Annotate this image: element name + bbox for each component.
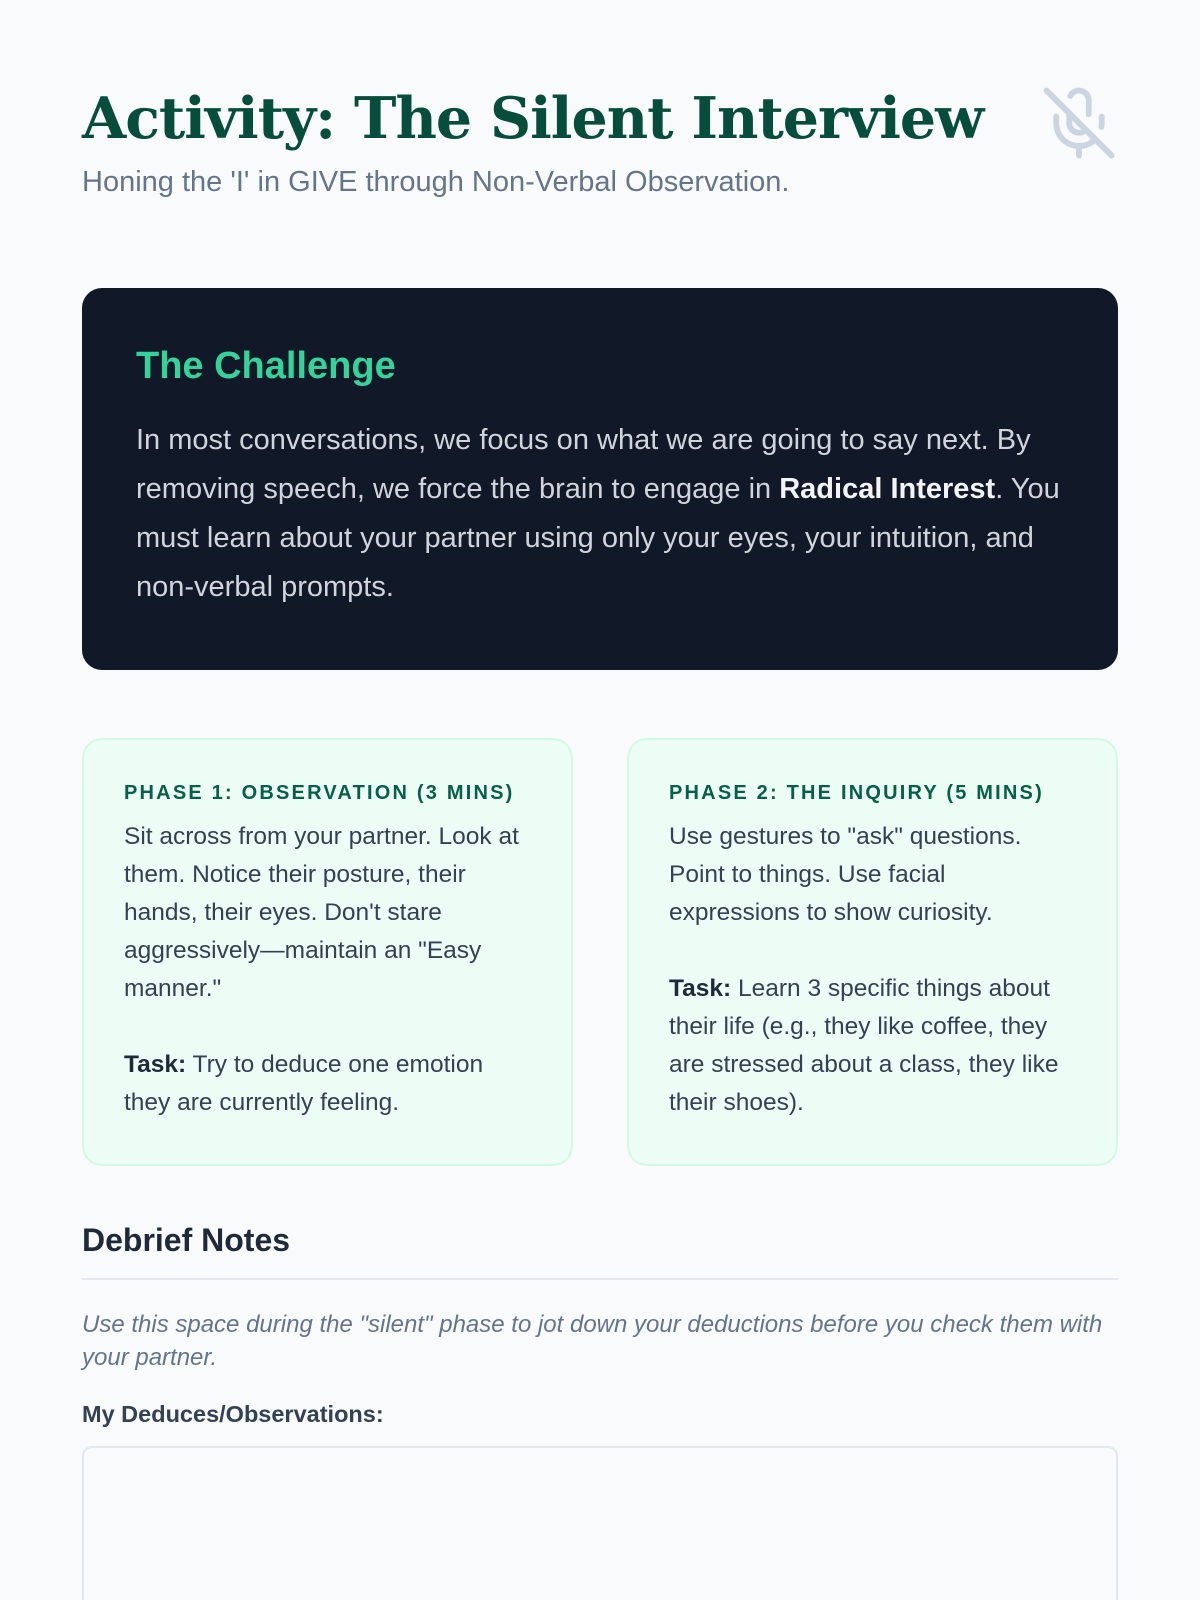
challenge-panel [82, 288, 1118, 670]
observations-textarea[interactable] [82, 1446, 1118, 1600]
phase-card-2 [627, 738, 1118, 1166]
phases-grid [82, 738, 1118, 1166]
phase-title: PHASE 1: OBSERVATION (3 MINS) [124, 782, 515, 804]
phase-task-text: Learn 3 specific things about their life (e.g., they like coffee, they are stressed about a class, they like their shoes). [669, 975, 1059, 1116]
phase-body: Use gestures to "ask" questions. Point to things. Use facial expressions to show curiosity. [669, 823, 1022, 926]
phase-title: PHASE 2: THE INQUIRY (5 MINS) [669, 782, 1044, 804]
phase-task-text: Try to deduce one emotion they are currently feeling. [124, 1051, 484, 1116]
challenge-title: The Challenge [136, 345, 396, 387]
page-header [82, 0, 1118, 240]
challenge-body-after: . You must learn about your partner using only your eyes, your intuition, and non-verbal prompts. [136, 473, 1060, 603]
observations-label: My Deduces/Observations: [82, 1401, 384, 1427]
phase-task [124, 1046, 531, 1122]
debrief-hint: Use this space during the "silent" phase to jot down your deductions before you check them with your partner. [82, 1311, 1103, 1371]
challenge-body [136, 416, 1064, 612]
challenge-body-before: In most conversations, we focus on what we are going to say next. By removing speech, we force the brain to engage in [136, 424, 1031, 505]
page-title: Activity: The Silent Interview [82, 85, 984, 152]
debrief-section [82, 1220, 1118, 1600]
challenge-body-strong: Radical Interest [779, 473, 996, 505]
page-subtitle: Honing the 'I' in GIVE through Non-Verbal Observation. [82, 166, 790, 198]
mic-off-icon [1040, 84, 1118, 162]
phase-task [669, 970, 1076, 1122]
phase-body: Sit across from your partner. Look at them. Notice their posture, their hands, their eyes. Don't stare aggressively—maintain an "Easy manner." [124, 823, 519, 1002]
debrief-title: Debrief Notes [82, 1220, 1118, 1280]
phase-task-label: Task: [669, 975, 732, 1002]
phase-task-label: Task: [124, 1051, 187, 1078]
phase-card-1 [82, 738, 573, 1166]
